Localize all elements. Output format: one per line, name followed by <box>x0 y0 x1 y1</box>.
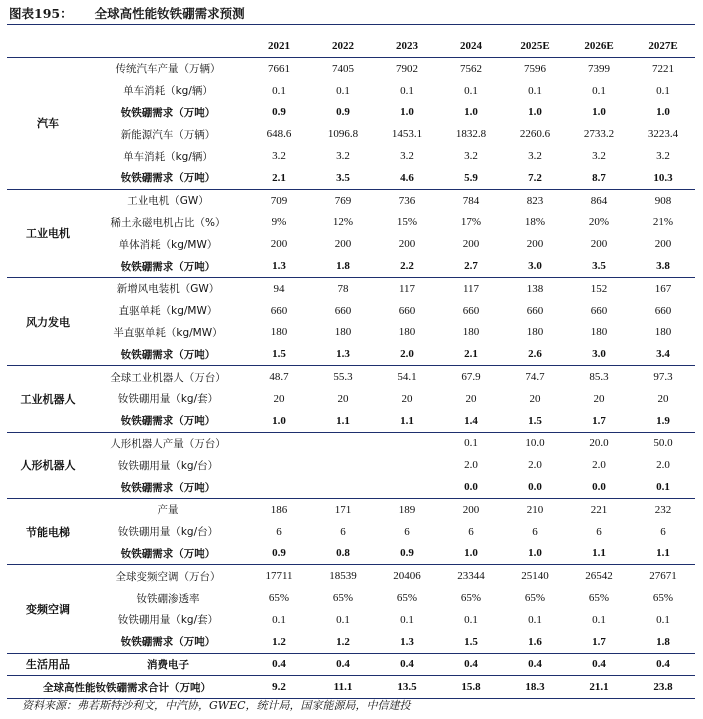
value-cell: 6 <box>468 525 474 538</box>
table-row <box>7 300 695 322</box>
category-cell: 汽车 <box>7 58 89 190</box>
value-cell: 67.9 <box>439 366 503 388</box>
value-cell: 0.1 <box>400 613 414 626</box>
indicator-label: 人形机器人产量（万台） <box>89 432 247 454</box>
value-cell: 1.1 <box>336 414 350 427</box>
value-cell: 784 <box>439 189 503 211</box>
value-cell: 660 <box>398 304 416 317</box>
table-row <box>7 343 695 365</box>
value-cell: 0.1 <box>592 613 606 626</box>
value-cell: 20 <box>593 392 605 405</box>
value-cell: 2.0 <box>400 348 414 361</box>
value-cell: 15% <box>396 216 418 229</box>
value-cell: 0.4 <box>311 653 375 676</box>
figure-title-text: 全球高性能钕铁硼需求预测 <box>94 6 245 21</box>
value-cell: 74.7 <box>503 366 567 388</box>
value-cell: 210 <box>503 498 567 520</box>
indicator-label: 新能源汽车（万辆） <box>120 128 216 141</box>
value-cell: 0.1 <box>272 613 286 626</box>
value-cell: 2.7 <box>464 260 478 273</box>
value-cell: 3.0 <box>528 260 542 273</box>
value-cell: 2.2 <box>400 260 414 273</box>
value-cell: 6 <box>660 525 666 538</box>
indicator-label: 钕铁硼需求（万吨） <box>120 481 216 494</box>
value-cell: 50.0 <box>631 432 695 454</box>
value-cell: 3.2 <box>656 150 670 163</box>
indicator-label: 单车消耗（kg/辆） <box>123 150 213 163</box>
value-cell: 864 <box>567 189 631 211</box>
value-cell: 0.4 <box>247 653 311 676</box>
indicator-label: 传统汽车产量（万辆） <box>89 58 247 80</box>
table-row <box>7 454 695 476</box>
indicator-label: 钕铁硼用量（kg/套） <box>117 614 219 627</box>
value-cell: 17711 <box>247 565 311 587</box>
header-category <box>7 35 89 58</box>
value-cell: 1.0 <box>656 106 670 119</box>
indicator-label: 工业电机（GW） <box>89 189 247 211</box>
value-cell: 0.1 <box>336 613 350 626</box>
value-cell: 7.2 <box>528 171 542 184</box>
value-cell: 1.4 <box>464 414 478 427</box>
value-cell <box>247 432 311 454</box>
value-cell: 180 <box>526 326 544 339</box>
value-cell: 3223.4 <box>647 128 679 141</box>
table-row <box>7 58 695 80</box>
value-cell: 2.0 <box>464 459 478 472</box>
value-cell: 1.0 <box>400 106 414 119</box>
header-indicator <box>89 35 247 58</box>
value-cell: 1.7 <box>592 635 606 648</box>
value-cell: 648.6 <box>266 128 292 141</box>
indicator-label: 单车消耗（kg/辆） <box>123 85 213 98</box>
table-row <box>7 277 695 299</box>
value-cell: 1832.8 <box>455 128 487 141</box>
value-cell: 0.9 <box>272 547 286 560</box>
value-cell: 117 <box>439 277 503 299</box>
value-cell: 26542 <box>567 565 631 587</box>
indicator-label: 新增风电装机（GW） <box>89 277 247 299</box>
table-row <box>7 410 695 432</box>
table-row <box>7 498 695 520</box>
value-cell: 1.0 <box>464 547 478 560</box>
table-row <box>7 388 695 410</box>
value-cell <box>311 454 375 476</box>
value-cell: 6 <box>404 525 410 538</box>
indicator-label: 钕铁硼需求（万吨） <box>120 415 216 428</box>
value-cell: 1.8 <box>336 260 350 273</box>
value-cell: 3.5 <box>336 171 350 184</box>
value-cell: 0.1 <box>528 613 542 626</box>
value-cell: 200 <box>334 238 352 251</box>
value-cell: 9% <box>271 216 287 229</box>
table-row <box>7 631 695 653</box>
total-value-cell: 13.5 <box>375 676 439 699</box>
value-cell: 0.9 <box>336 106 350 119</box>
indicator-label: 单体消耗（kg/MW） <box>118 238 218 251</box>
value-cell: 0.9 <box>400 547 414 560</box>
value-cell: 3.8 <box>656 260 670 273</box>
value-cell <box>375 432 439 454</box>
value-cell: 1.5 <box>464 635 478 648</box>
value-cell <box>375 454 439 476</box>
value-cell: 660 <box>590 304 608 317</box>
value-cell: 1.2 <box>336 635 350 648</box>
value-cell: 200 <box>654 238 672 251</box>
value-cell: 0.0 <box>528 481 542 494</box>
indicator-label: 钕铁硼需求（万吨） <box>120 260 216 273</box>
year-header: 2021 <box>247 35 311 58</box>
value-cell: 12% <box>332 216 354 229</box>
value-cell: 736 <box>375 189 439 211</box>
value-cell: 200 <box>590 238 608 251</box>
value-cell: 10.0 <box>503 432 567 454</box>
value-cell: 1.0 <box>528 106 542 119</box>
value-cell: 0.4 <box>503 653 567 676</box>
value-cell: 6 <box>340 525 346 538</box>
value-cell: 3.2 <box>592 150 606 163</box>
value-cell: 3.2 <box>528 150 542 163</box>
value-cell: 2.0 <box>656 459 670 472</box>
value-cell <box>375 476 439 498</box>
table-row <box>7 80 695 102</box>
value-cell: 7399 <box>567 58 631 80</box>
value-cell: 660 <box>654 304 672 317</box>
value-cell: 180 <box>398 326 416 339</box>
value-cell <box>247 454 311 476</box>
table-row <box>7 476 695 498</box>
category-cell: 人形机器人 <box>7 432 89 498</box>
value-cell: 2.0 <box>528 459 542 472</box>
value-cell: 3.2 <box>272 150 286 163</box>
value-cell: 0.4 <box>439 653 503 676</box>
value-cell <box>311 432 375 454</box>
value-cell: 1.0 <box>592 106 606 119</box>
value-cell: 0.1 <box>272 84 286 97</box>
value-cell: 2733.2 <box>583 128 615 141</box>
table-row <box>7 653 695 676</box>
value-cell: 232 <box>631 498 695 520</box>
year-header: 2027E <box>631 35 695 58</box>
value-cell: 823 <box>503 189 567 211</box>
value-cell: 65% <box>524 592 546 605</box>
value-cell: 0.4 <box>567 653 631 676</box>
value-cell: 0.1 <box>656 84 670 97</box>
value-cell: 167 <box>631 277 695 299</box>
value-cell: 1.1 <box>400 414 414 427</box>
value-cell: 97.3 <box>631 366 695 388</box>
value-cell: 20.0 <box>567 432 631 454</box>
value-cell: 20 <box>273 392 285 405</box>
table-row <box>7 587 695 609</box>
value-cell: 1.1 <box>592 547 606 560</box>
value-cell: 20406 <box>375 565 439 587</box>
indicator-label: 全球工业机器人（万台） <box>89 366 247 388</box>
total-value-cell: 23.8 <box>631 676 695 699</box>
value-cell: 2.0 <box>592 459 606 472</box>
value-cell: 1.0 <box>464 106 478 119</box>
indicator-label: 钕铁硼需求（万吨） <box>120 348 216 361</box>
source-note: 资料来源：弗若斯特沙利文，中汽协，GWEC，统计局，国家能源局，中信建投 <box>22 699 411 712</box>
value-cell: 7562 <box>439 58 503 80</box>
value-cell: 20 <box>657 392 669 405</box>
value-cell: 1.6 <box>528 635 542 648</box>
header-row <box>7 35 695 58</box>
value-cell <box>311 476 375 498</box>
table-row <box>7 565 695 587</box>
value-cell: 55.3 <box>311 366 375 388</box>
value-cell <box>247 476 311 498</box>
value-cell: 152 <box>567 277 631 299</box>
value-cell: 1.7 <box>592 414 606 427</box>
indicator-label: 钕铁硼需求（万吨） <box>120 547 216 560</box>
value-cell: 180 <box>334 326 352 339</box>
table-body <box>7 58 695 699</box>
table-row <box>7 543 695 565</box>
value-cell: 200 <box>462 238 480 251</box>
value-cell: 0.1 <box>656 613 670 626</box>
figure-label: 图表195： <box>9 6 73 21</box>
value-cell: 2260.6 <box>519 128 551 141</box>
value-cell: 6 <box>596 525 602 538</box>
indicator-label: 钕铁硼用量（kg/台） <box>117 459 219 472</box>
value-cell: 20 <box>337 392 349 405</box>
indicator-label: 钕铁硼需求（万吨） <box>120 106 216 119</box>
value-cell: 3.4 <box>656 348 670 361</box>
table-row <box>7 123 695 145</box>
value-cell: 1.5 <box>528 414 542 427</box>
value-cell: 200 <box>270 238 288 251</box>
value-cell: 3.2 <box>464 150 478 163</box>
value-cell: 3.0 <box>592 348 606 361</box>
total-value-cell: 9.2 <box>247 676 311 699</box>
category-cell: 工业电机 <box>7 189 89 277</box>
value-cell: 709 <box>247 189 311 211</box>
value-cell: 65% <box>652 592 674 605</box>
value-cell: 7661 <box>247 58 311 80</box>
indicator-label: 钕铁硼用量（kg/套） <box>117 393 219 406</box>
value-cell: 1096.8 <box>327 128 359 141</box>
value-cell: 1.1 <box>656 547 670 560</box>
indicator-label: 半直驱单耗（kg/MW） <box>113 326 223 339</box>
value-cell: 21% <box>652 216 674 229</box>
table-row <box>7 145 695 167</box>
indicator-label: 稀土永磁电机占比（%） <box>110 216 226 229</box>
value-cell: 18539 <box>311 565 375 587</box>
value-cell: 65% <box>460 592 482 605</box>
value-cell: 0.1 <box>528 84 542 97</box>
indicator-label: 直驱单耗（kg/MW） <box>118 305 218 318</box>
value-cell: 0.4 <box>375 653 439 676</box>
value-cell: 1.2 <box>272 635 286 648</box>
table-row <box>7 102 695 124</box>
indicator-label: 产量 <box>89 498 247 520</box>
value-cell: 65% <box>588 592 610 605</box>
year-header: 2023 <box>375 35 439 58</box>
total-value-cell: 11.1 <box>311 676 375 699</box>
value-cell: 18% <box>524 216 546 229</box>
year-header: 2022 <box>311 35 375 58</box>
value-cell: 0.1 <box>592 84 606 97</box>
value-cell: 65% <box>396 592 418 605</box>
table-row <box>7 212 695 234</box>
value-cell: 17% <box>460 216 482 229</box>
value-cell: 138 <box>503 277 567 299</box>
value-cell: 180 <box>270 326 288 339</box>
indicator-label: 钕铁硼需求（万吨） <box>120 172 216 185</box>
value-cell: 48.7 <box>247 366 311 388</box>
table-row <box>7 322 695 344</box>
table-row <box>7 167 695 189</box>
value-cell: 0.1 <box>464 613 478 626</box>
value-cell: 0.9 <box>272 106 286 119</box>
value-cell: 0.0 <box>592 481 606 494</box>
value-cell: 0.1 <box>656 481 670 494</box>
value-cell: 1.8 <box>656 635 670 648</box>
table-row <box>7 233 695 255</box>
title-rule <box>7 24 695 25</box>
value-cell: 1.0 <box>528 547 542 560</box>
value-cell: 65% <box>268 592 290 605</box>
table-row <box>7 521 695 543</box>
value-cell: 94 <box>247 277 311 299</box>
demand-table <box>7 35 695 699</box>
value-cell: 7596 <box>503 58 567 80</box>
value-cell: 0.1 <box>439 432 503 454</box>
table-row <box>7 366 695 388</box>
indicator-label: 钕铁硼用量（kg/台） <box>117 526 219 539</box>
value-cell: 180 <box>462 326 480 339</box>
value-cell: 65% <box>332 592 354 605</box>
value-cell: 7221 <box>631 58 695 80</box>
value-cell: 660 <box>462 304 480 317</box>
value-cell: 2.6 <box>528 348 542 361</box>
value-cell: 117 <box>375 277 439 299</box>
year-header: 2024 <box>439 35 503 58</box>
value-cell: 3.2 <box>400 150 414 163</box>
total-value-cell: 21.1 <box>567 676 631 699</box>
value-cell: 20% <box>588 216 610 229</box>
value-cell: 200 <box>439 498 503 520</box>
value-cell: 20 <box>401 392 413 405</box>
value-cell: 54.1 <box>375 366 439 388</box>
value-cell: 769 <box>311 189 375 211</box>
value-cell: 1.3 <box>400 635 414 648</box>
value-cell: 1453.1 <box>391 128 423 141</box>
category-cell: 风力发电 <box>7 277 89 365</box>
value-cell: 908 <box>631 189 695 211</box>
total-value-cell: 18.3 <box>503 676 567 699</box>
value-cell: 6 <box>276 525 282 538</box>
value-cell: 27671 <box>631 565 695 587</box>
value-cell: 1.9 <box>656 414 670 427</box>
indicator-label: 消费电子 <box>89 653 247 676</box>
category-cell: 生活用品 <box>7 653 89 676</box>
value-cell: 23344 <box>439 565 503 587</box>
value-cell: 1.5 <box>272 348 286 361</box>
total-label: 全球高性能钕铁硼需求合计（万吨） <box>7 676 247 699</box>
year-header: 2025E <box>503 35 567 58</box>
table-row <box>7 189 695 211</box>
value-cell: 10.3 <box>653 171 673 184</box>
value-cell: 1.3 <box>272 260 286 273</box>
value-cell: 186 <box>247 498 311 520</box>
category-cell: 节能电梯 <box>7 498 89 564</box>
value-cell: 85.3 <box>567 366 631 388</box>
value-cell: 660 <box>526 304 544 317</box>
value-cell: 1.0 <box>272 414 286 427</box>
value-cell: 0.8 <box>336 547 350 560</box>
table-row <box>7 255 695 277</box>
category-cell: 变频空调 <box>7 565 89 653</box>
value-cell: 189 <box>375 498 439 520</box>
value-cell: 3.2 <box>336 150 350 163</box>
value-cell: 25140 <box>503 565 567 587</box>
year-header: 2026E <box>567 35 631 58</box>
value-cell: 7405 <box>311 58 375 80</box>
figure-title <box>9 4 245 22</box>
indicator-label: 钕铁硼需求（万吨） <box>120 636 216 649</box>
value-cell: 2.1 <box>272 171 286 184</box>
value-cell: 200 <box>526 238 544 251</box>
total-value-cell: 15.8 <box>439 676 503 699</box>
value-cell: 200 <box>398 238 416 251</box>
value-cell: 221 <box>567 498 631 520</box>
value-cell: 2.1 <box>464 348 478 361</box>
value-cell: 3.5 <box>592 260 606 273</box>
value-cell: 0.4 <box>631 653 695 676</box>
table-row <box>7 609 695 631</box>
table-row <box>7 432 695 454</box>
value-cell: 0.1 <box>400 84 414 97</box>
value-cell: 78 <box>311 277 375 299</box>
value-cell: 171 <box>311 498 375 520</box>
value-cell: 5.9 <box>464 171 478 184</box>
value-cell: 660 <box>334 304 352 317</box>
value-cell: 0.0 <box>464 481 478 494</box>
value-cell: 660 <box>270 304 288 317</box>
value-cell: 6 <box>532 525 538 538</box>
value-cell: 20 <box>465 392 477 405</box>
value-cell: 180 <box>654 326 672 339</box>
value-cell: 8.7 <box>592 171 606 184</box>
value-cell: 4.6 <box>400 171 414 184</box>
value-cell: 20 <box>529 392 541 405</box>
value-cell: 0.1 <box>464 84 478 97</box>
value-cell: 180 <box>590 326 608 339</box>
value-cell: 1.3 <box>336 348 350 361</box>
value-cell: 0.1 <box>336 84 350 97</box>
total-row <box>7 676 695 699</box>
category-cell: 工业机器人 <box>7 366 89 432</box>
value-cell: 7902 <box>375 58 439 80</box>
indicator-label: 全球变频空调（万台） <box>89 565 247 587</box>
indicator-label: 钕铁硼渗透率 <box>136 592 200 605</box>
